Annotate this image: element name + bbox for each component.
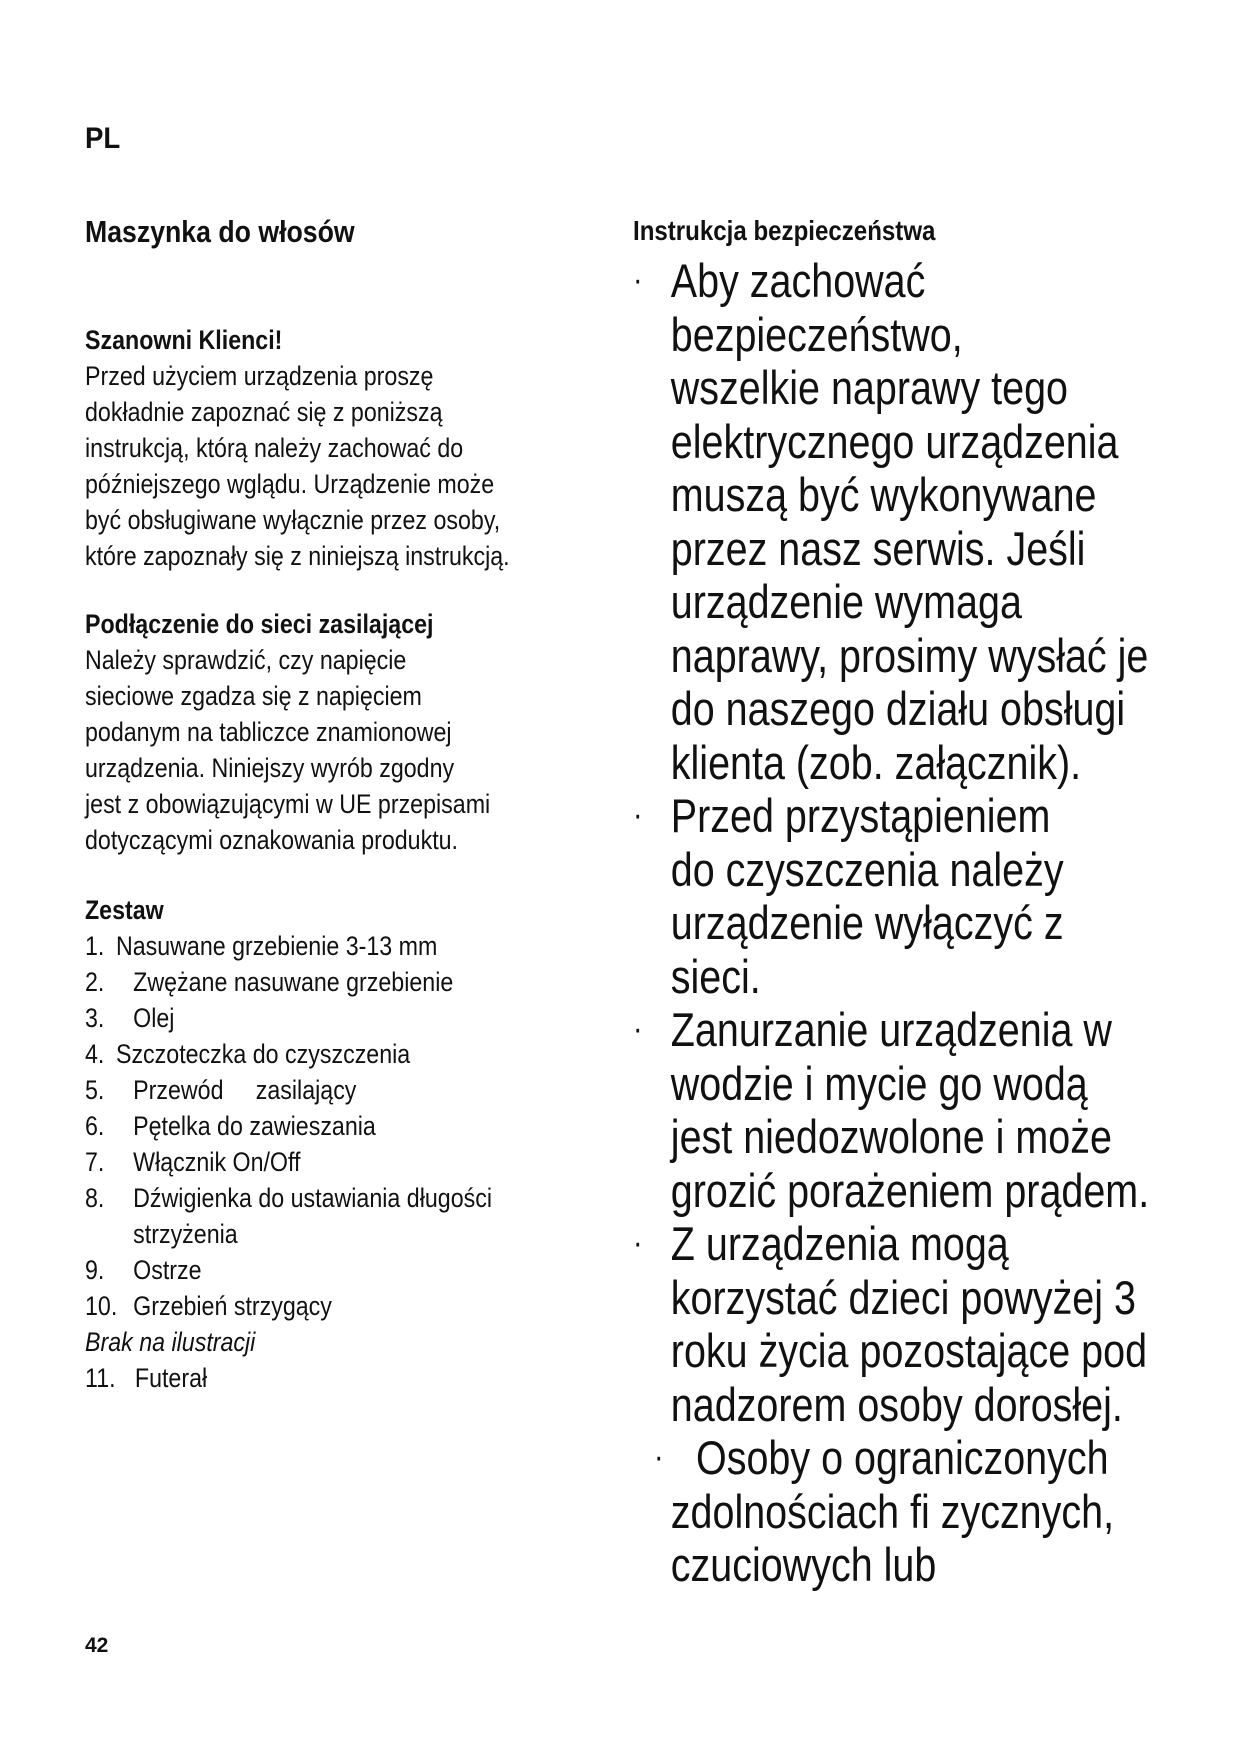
greeting-heading: Szanowni Klienci! (85, 325, 283, 355)
safety-item-text: Przed przystąpieniem do czyszczenia należy urządzenie wyłączyć z sieci. (670, 789, 1064, 1003)
safety-item (633, 1217, 1221, 1431)
safety-item-text: Z urządzenia mogą korzystać dzieci powyżej 3 roku życia pozostające pod nadzorem osoby dorosłej. (670, 1217, 1148, 1431)
list-item (85, 1180, 635, 1252)
item-text: Grzebień strzygący (133, 1291, 332, 1321)
greeting-text: Przed użyciem urządzenia proszę dokładnie zapoznać się z poniższą instrukcją, którą należy zachować do późniejszego wglądu. Urządzenie może być obsługiwane wyłącznie przez osoby, które zapoznały się z niniejszą instrukcją. (85, 361, 510, 571)
not-shown-label: Brak na ilustracji (85, 1327, 256, 1357)
item-number: 11. (85, 1363, 116, 1393)
list-item (85, 1360, 635, 1396)
item-text: Dźwigienka do ustawiania długości strzyżenia (133, 1183, 492, 1249)
item-number: 6. (85, 1111, 105, 1141)
item-text: Pętelka do zawieszania (133, 1111, 376, 1141)
kit-list (85, 928, 635, 1324)
bullet-icon: · (633, 261, 643, 299)
list-item (85, 1288, 635, 1324)
greeting-section (85, 322, 635, 574)
list-item (85, 1072, 635, 1108)
extra-list (85, 1360, 635, 1396)
language-code: PL (85, 122, 121, 155)
list-item (85, 1000, 635, 1036)
item-number: 2. (85, 967, 105, 997)
item-text: Włącznik On/Off (133, 1147, 301, 1177)
item-number: 9. (85, 1255, 105, 1285)
safety-list (633, 254, 1221, 1592)
kit-section (85, 892, 635, 1396)
item-number: 10. (85, 1291, 118, 1321)
item-number: 4. (85, 1039, 105, 1069)
power-heading: Podłączenie do sieci zasilającej (85, 609, 434, 639)
item-number: 3. (85, 1003, 105, 1033)
bullet-icon: · (633, 1010, 643, 1048)
item-number: 8. (85, 1183, 105, 1213)
safety-item-text: Zanurzanie urządzenia w wodzie i mycie go wodą jest niedozwolone i może grozić porażeniem prądem. (670, 1003, 1150, 1217)
right-column (633, 214, 1213, 1591)
item-number: 7. (85, 1147, 105, 1177)
item-text: Nasuwane grzebienie 3-13 mm (115, 931, 438, 961)
safety-item (633, 254, 1221, 789)
product-title: Maszynka do włosów (85, 214, 355, 249)
item-text: Ostrze (133, 1255, 202, 1285)
list-item (85, 928, 635, 964)
bullet-icon: · (654, 1438, 664, 1476)
safety-item (633, 1003, 1221, 1217)
safety-heading: Instrukcja bezpieczeństwa (633, 215, 936, 246)
list-item (85, 1252, 635, 1288)
list-item (85, 964, 635, 1000)
bullet-icon: · (633, 1224, 643, 1262)
item-text: Futerał (134, 1363, 208, 1393)
list-item (85, 1144, 635, 1180)
bullet-icon: · (633, 796, 643, 834)
list-item (85, 1036, 635, 1072)
item-text: Zwężane nasuwane grzebienie (133, 967, 454, 997)
item-text: Szczoteczka do czyszczenia (115, 1039, 411, 1069)
safety-item-text: Osoby o ograniczonych zdolnościach fi zycznych, czuciowych lub (670, 1431, 1115, 1591)
item-text: Olej (133, 1003, 175, 1033)
kit-heading: Zestaw (85, 895, 164, 925)
item-number: 5. (85, 1075, 105, 1105)
safety-item-text: Aby zachować bezpieczeństwo, wszelkie naprawy tego elektrycznego urządzenia muszą być wykonywane przez nasz serwis. Jeśli urządzenie wymaga naprawy, prosimy wysłać je do naszego działu obsługi klienta (zob. załącznik). (670, 254, 1149, 789)
item-text: Przewód zasilający (133, 1075, 357, 1105)
power-text: Należy sprawdzić, czy napięcie sieciowe zgadza się z napięciem podanym na tabliczce znamionowej urządzenia. Niniejszy wyrób zgodny jest z obowiązującymi w UE przepisami dotyczącymi oznakowania produktu. (85, 645, 491, 855)
list-item (85, 1108, 635, 1144)
safety-item (633, 1431, 1221, 1592)
power-section (85, 606, 635, 858)
page-number: 42 (85, 1634, 109, 1657)
safety-item (633, 789, 1221, 1003)
item-number: 1. (85, 931, 105, 961)
